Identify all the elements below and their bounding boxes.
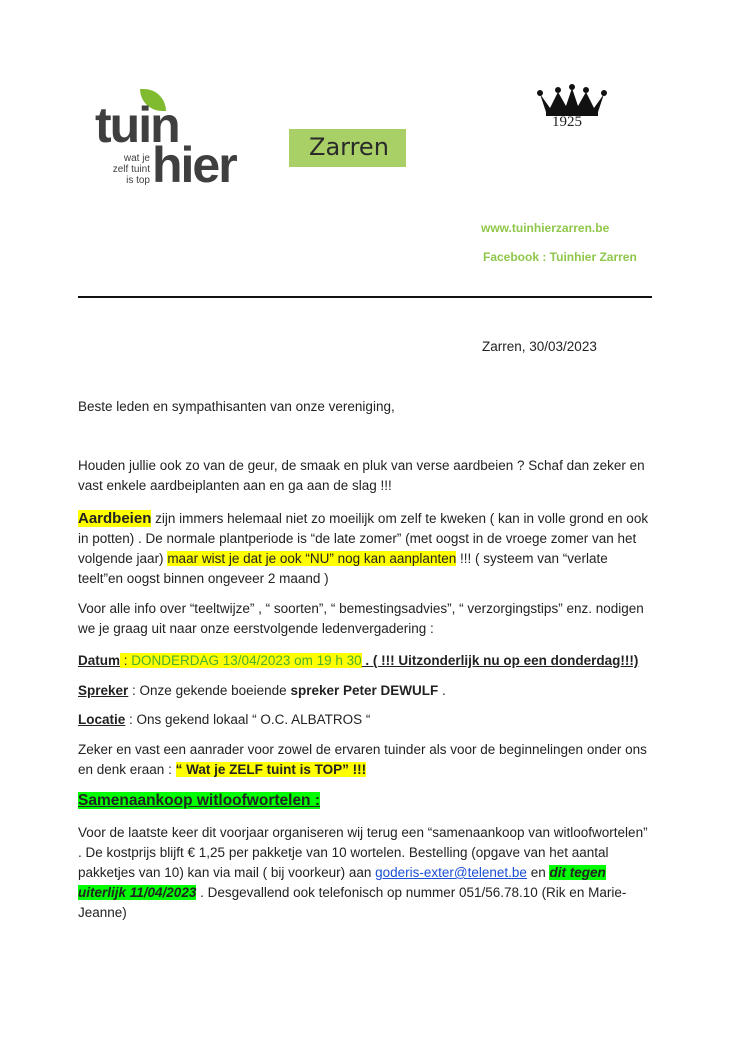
crown-icon bbox=[536, 84, 608, 118]
datum-label: Datum bbox=[78, 653, 121, 668]
deadline-highlight: dit tegen uiterlijk 11/04/2023 bbox=[78, 865, 606, 900]
samenaankoop-heading: Samenaankoop witloofwortelen : bbox=[78, 792, 320, 809]
slogan: “ Wat je ZELF tuint is TOP” !!! bbox=[175, 762, 367, 777]
location-badge bbox=[289, 129, 406, 167]
samenaankoop-paragraph: Voor de laatste keer dit voorjaar organiseren wij terug een “samenaankoop van witloofwortelen” . De kostprijs blijft € 1,25 per pakketje van 10 wortelen. Bestelling (opgave van het aantal pakketjes van 10) kan via mail ( bij voorkeur) aan goderis-exter@telenet.be en dit tegen uiterlijk 11/04/2023 . Desgevallend ook telefonisch op nummer 051/56.78.10 (Rik en Marie-Jeanne) bbox=[78, 825, 648, 920]
email-link[interactable]: goderis-exter@telenet.be bbox=[375, 865, 527, 880]
spreker-label: Spreker bbox=[78, 683, 129, 698]
facebook-link[interactable]: Facebook : Tuinhier Zarren bbox=[483, 250, 637, 264]
datum-value: DONDERDAG 13/04/2023 om 19 h 30 bbox=[131, 653, 362, 668]
header-divider bbox=[78, 296, 652, 298]
logo-tuin-text: tuin bbox=[95, 97, 179, 153]
greeting: Beste leden en sympathisanten van onze vereniging, bbox=[78, 399, 395, 414]
intro-paragraph: Houden jullie ook zo van de geur, de smaak en pluk van verse aardbeien ? Schaf dan zeker en vast enkele aardbeiplanten aan en ga aan de slag !!! bbox=[78, 458, 645, 493]
datum-note: . ( !!! Uitzonderlijk nu op een donderdag!!!) bbox=[361, 653, 639, 668]
locatie-label: Locatie bbox=[78, 712, 126, 727]
logo-hier-text: hier bbox=[152, 137, 236, 193]
aardbeien-highlight: maar wist je dat je ook “NU” nog kan aanplanten bbox=[167, 551, 457, 566]
closing-paragraph: Zeker en vast een aanrader voor zowel de ervaren tuinder als voor de beginnelingen onder ons en denk eraan : “ Wat je ZELF tuint is TOP” !!! bbox=[78, 742, 647, 777]
aardbeien-keyword: Aardbeien bbox=[78, 510, 152, 527]
spreker-line: Spreker : Onze gekende boeiende spreker Peter DEWULF . bbox=[78, 683, 446, 698]
aardbeien-paragraph: Aardbeien zijn immers helemaal niet zo moeilijk om zelf te kweken ( kan in volle grond en ook in potten) . De normale plantperiode is “de late zomer” (met oogst in de vroege zomer van het volgende jaar) maar wist je dat je ook “NU” nog kan aanplanten !!! ( systeem van “verlate teelt”en oogst binnen ongeveer 2 maand ) bbox=[78, 510, 649, 586]
datum-line: Datum : DONDERDAG 13/04/2023 om 19 h 30 . ( !!! Uitzonderlijk nu op een donderdag!!!) bbox=[78, 653, 639, 668]
founding-year: 1925 bbox=[552, 114, 582, 130]
location-label: Zarren bbox=[309, 133, 389, 161]
spreker-name: spreker Peter DEWULF bbox=[290, 683, 439, 698]
logo-tagline: wat je zelf tuint is top bbox=[112, 153, 150, 186]
letter-date: Zarren, 30/03/2023 bbox=[482, 339, 597, 354]
invite-paragraph: Voor alle info over “teeltwijze” , “ soorten”, “ bemestingsadvies”, “ verzorgingstips” enz. nodigen we je graag uit naar onze eerstvolgende ledenvergadering : bbox=[78, 601, 644, 636]
samenaankoop-heading-wrap bbox=[78, 791, 653, 811]
website-link[interactable]: www.tuinhierzarren.be bbox=[481, 221, 610, 235]
locatie-line: Locatie : Ons gekend lokaal “ O.C. ALBATROS “ bbox=[78, 712, 371, 727]
